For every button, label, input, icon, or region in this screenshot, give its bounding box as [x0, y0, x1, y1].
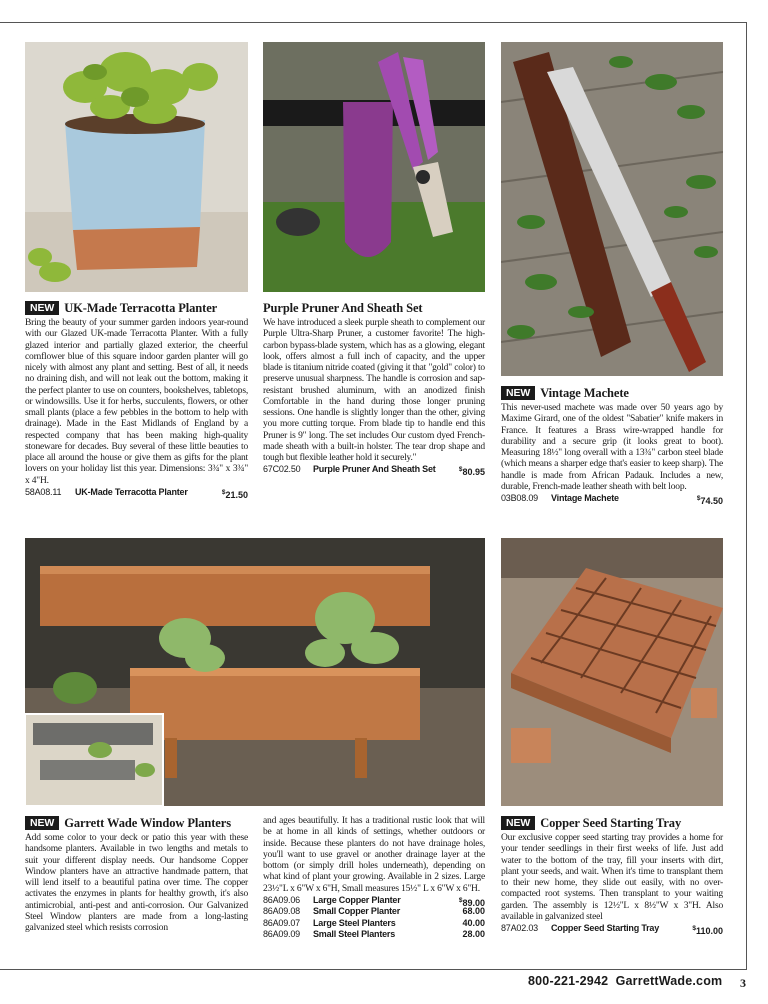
sku-name: Purple Pruner And Sheath Set: [313, 464, 436, 475]
vintage-machete-photo: [501, 42, 723, 376]
window-planters-photo: [25, 538, 485, 806]
product-description-col2: and ages beautifully. It has a traditional rustic look that will be at home in all kinds of settings, whether outdoors or inside. Because these planters do not have drainage holes, you'll want to use gravel or another drainage layer at the bottom (or simply drill holes underneath), depending on what kind of plant your growing. Available in 2 sizes. Large 23½"L x 6"W x 6"H, Small measures 15½" L x 6"W x 6"H.: [263, 816, 485, 894]
window-planters-block: [25, 816, 248, 934]
sku-code: 67C02.50: [263, 464, 301, 475]
sku-code: 58A08.11: [25, 486, 62, 497]
sku-name: Small Copper Planter: [313, 906, 401, 917]
page-number: 3: [740, 976, 746, 990]
sku-price: 40.00: [462, 917, 485, 928]
sku-line: [501, 493, 723, 505]
sku-name: Large Steel Planters: [313, 917, 396, 928]
sku-price: 68.00: [462, 906, 485, 917]
sku-line: [25, 487, 248, 499]
sku-line: [263, 464, 485, 476]
sku-price: 28.00: [462, 929, 485, 940]
product-description: This never-used machete was made over 50 years ago by Maxime Girard, one of the oldest "Sabatier" knife makers in France. It features a Brass wire-wrapped handle for durability and a secure grip (it looks great to boot). Measuring 18½" long overall with a 13¾" carbon steel blade (which means a sharper edge that's easier to keep sharp). The handle is made from African Padauk. Includes a new, durable, French-made leather sheath with belt loop.: [501, 403, 723, 492]
sku-name: Copper Seed Starting Tray: [551, 923, 660, 933]
sku-code: 86A09.07: [263, 917, 300, 928]
product-title: NEW UK-Made Terracotta Planter: [25, 301, 248, 316]
sku-price: $21.50: [221, 488, 248, 500]
product-title: NEW Vintage Machete: [501, 386, 723, 401]
terracotta-planter-block: [25, 301, 248, 498]
vintage-machete-block: [501, 386, 723, 505]
currency-symbol: $: [692, 925, 696, 932]
purple-pruner-block: [263, 301, 485, 476]
sku-price: $74.50: [696, 495, 723, 506]
product-description-col1: Add some color to your deck or patio this year with these handsome planters. Available in two lengths and metals to suit your different display needs. Our handsome Copper Window planters have an attractive handmade pattern, that will lend itself to a beautiful patina over time. The copper activates the enzymes in plants for healthy growth, it's also antimicrobial, anti-pest and anti-corrosion. Our Galvanized Steel Window planters are made from a long-lasting galvanized steel which resists corrosion: [25, 833, 248, 933]
sku-line: [263, 918, 485, 930]
sku-price: $110.00: [692, 925, 723, 936]
sku-code: 87A02.03: [501, 923, 538, 933]
sku-name: Large Copper Planter: [313, 894, 401, 905]
product-title: Purple Pruner And Sheath Set: [263, 301, 423, 315]
sku-line: [263, 906, 485, 918]
currency-symbol: $: [458, 896, 463, 904]
footer-contact: [528, 974, 722, 988]
sku-code: 86A09.06: [263, 894, 300, 905]
sku-line: [263, 929, 485, 941]
sku-price: $89.00: [458, 896, 485, 908]
phone-number[interactable]: 800-221-2942: [528, 974, 609, 988]
currency-symbol: $: [696, 495, 701, 502]
product-description: We have introduced a sleek purple sheath to complement our Purple Ultra-Sharp Pruner, a customer favorite! The high-carbon bypass-blade system, which has as a glowing, elegant look, offers almost a full inch of capacity, and the upper blade is titanium nitride coated (giving it that "gold" color) to preserve unusual sharpness. The handle is corrosion and sap-resistant brushed aluminum, with an anodized finish Comfortable in the hand during those longer pruning sessions. One handle is slightly longer than the other, giving you more cutting torque. From blade tip to handle end this Pruner is 9" long. The set includes Our custom dyed French-made sheath with a built-in holster. The tear drop shape and tough but flexible leather hold it securely.": [263, 318, 485, 463]
product-description: Bring the beauty of your summer garden indoors year-round with our Glazed UK-made Terracotta Planter. With a fully glazed interior and partially glazed exterior, the cheerful cornflower blue of this square indoor garden planter will go nicely with almost any plant and setting. Best of all, it needs no draining dish, and will not leak out the bottom, making it the perfect planter to use on counters, bookshelves, tabletops, or windowsills. Use it for herbs, succulents, flowers, or other small plants (place a few pebbles in the bottom to help with drainage). Made in the East Midlands of England by a respected company that has been making high-quality stoneware for decades. Buy several of these little beauties to place all around the house or give them as gifts for the plant lovers on your holiday list this year. Dimensions: 3¾" x 3¾" x 4"H.: [25, 318, 248, 486]
sku-name: UK-Made Terracotta Planter: [75, 486, 188, 497]
new-badge: NEW: [501, 386, 535, 400]
sku-price: $80.95: [458, 466, 485, 478]
purple-pruner-photo: [263, 42, 485, 292]
sku-name: Vintage Machete: [551, 493, 619, 503]
sku-code: 86A09.09: [263, 929, 300, 940]
product-title: NEW Copper Seed Starting Tray: [501, 816, 723, 831]
sku-line: [501, 923, 723, 935]
currency-symbol: $: [221, 488, 226, 496]
new-badge: NEW: [501, 816, 535, 830]
website-link[interactable]: GarrettWade.com: [615, 974, 723, 988]
window-planters-block-col2: [263, 816, 485, 941]
copper-seed-tray-block: [501, 816, 723, 935]
terracotta-planter-photo: [25, 42, 248, 292]
sku-name: Small Steel Planters: [313, 929, 396, 940]
sku-line: [263, 895, 485, 907]
currency-symbol: $: [458, 466, 463, 474]
sku-code: 86A09.08: [263, 906, 300, 917]
product-title: NEW Garrett Wade Window Planters: [25, 816, 248, 831]
product-description: Our exclusive copper seed starting tray provides a home for your tender seedlings in their first weeks of life. Just add water to the bottom of the tray, fill your inserts with dirt, plant your seeds, and wait. When it's time to transplant them to their new home, they slide out easily, with no over-compacted root systems. Then transplant to your waiting garden. The assembly is 12½"L x 8½"W x 3"H. Also available in galvanized steel: [501, 833, 723, 922]
sku-code: 03B08.09: [501, 493, 538, 503]
new-badge: NEW: [25, 816, 59, 830]
copper-seed-tray-photo: [501, 538, 723, 806]
new-badge: NEW: [25, 301, 59, 315]
